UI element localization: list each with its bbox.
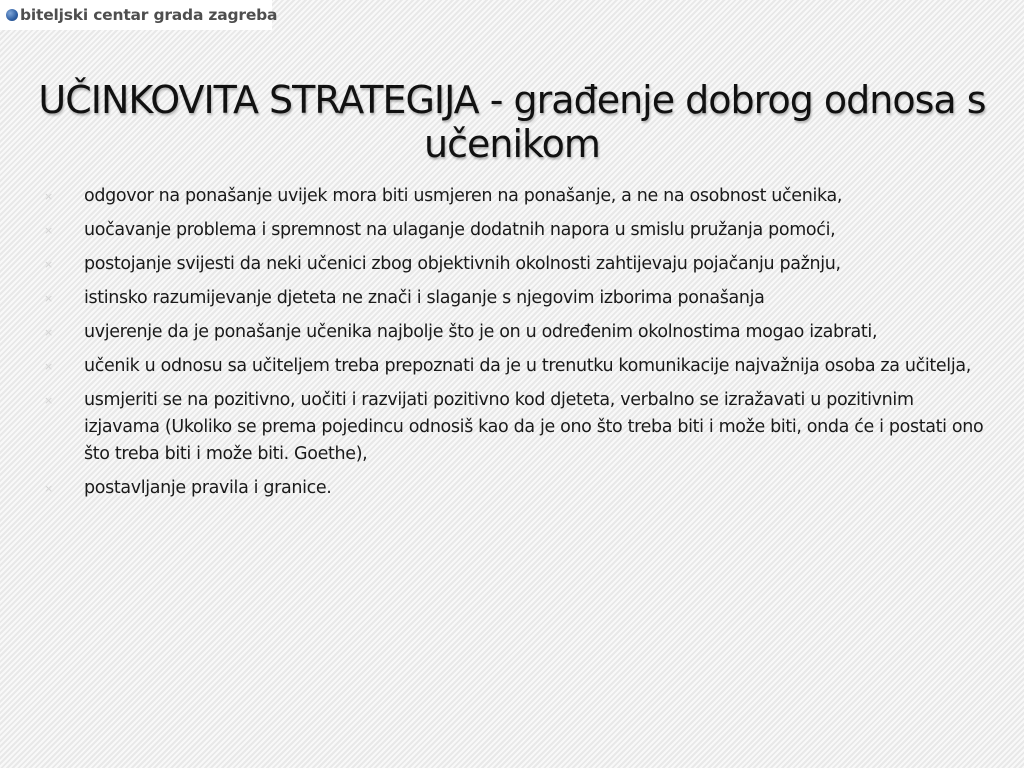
bullet-text: usmjeriti se na pozitivno, uočiti i razvijati pozitivno kod djeteta, verbalno se izražavati u pozitivnim izjavama (Ukoliko se prema pojedincu odnosiš kao da je ono što treba biti i može biti, onda će i postati ono što treba biti i može biti. Goethe), <box>84 390 984 464</box>
x-bullet-icon: × <box>44 190 53 203</box>
slide-title: UČINKOVITA STRATEGIJA - građenje dobrog odnosa s učenikom <box>38 78 986 166</box>
x-bullet-icon: × <box>44 258 53 271</box>
logo-bar <box>0 0 278 30</box>
x-bullet-icon: × <box>44 482 53 495</box>
circle-logo-icon <box>6 9 18 21</box>
x-bullet-icon: × <box>44 394 53 407</box>
bullet-text: istinsko razumijevanje djeteta ne znači i slaganje s njegovim izborima ponašanja <box>84 288 765 308</box>
bullet-text: postavljanje pravila i granice. <box>84 478 332 498</box>
bullet-text: postojanje svijesti da neki učenici zbog objektivnih okolnosti zahtijevaju pojačanju pažnju, <box>84 254 841 274</box>
logo-text: biteljski centar grada zagreba <box>20 6 278 24</box>
bullet-item <box>44 285 994 312</box>
bullet-item <box>44 251 994 278</box>
x-bullet-icon: × <box>44 360 53 373</box>
x-bullet-icon: × <box>44 224 53 237</box>
x-bullet-icon: × <box>44 292 53 305</box>
bullet-item <box>44 353 994 380</box>
bullet-item <box>44 319 994 346</box>
bullet-item <box>44 183 994 210</box>
bullet-item <box>44 387 994 468</box>
bullet-text: odgovor na ponašanje uvijek mora biti usmjeren na ponašanje, a ne na osobnost učenika, <box>84 186 843 206</box>
x-bullet-icon: × <box>44 326 53 339</box>
bullet-item <box>44 475 994 502</box>
slide-title-area <box>20 78 1004 166</box>
bullet-list <box>44 183 994 509</box>
bullet-item <box>44 217 994 244</box>
bullet-text: uvjerenje da je ponašanje učenika najbolje što je on u određenim okolnostima mogao izabrati, <box>84 322 878 342</box>
bullet-text: učenik u odnosu sa učiteljem treba prepoznati da je u trenutku komunikacije najvažnija osoba za učitelja, <box>84 356 971 376</box>
bullet-text: uočavanje problema i spremnost na ulaganje dodatnih napora u smislu pružanja pomoći, <box>84 220 836 240</box>
